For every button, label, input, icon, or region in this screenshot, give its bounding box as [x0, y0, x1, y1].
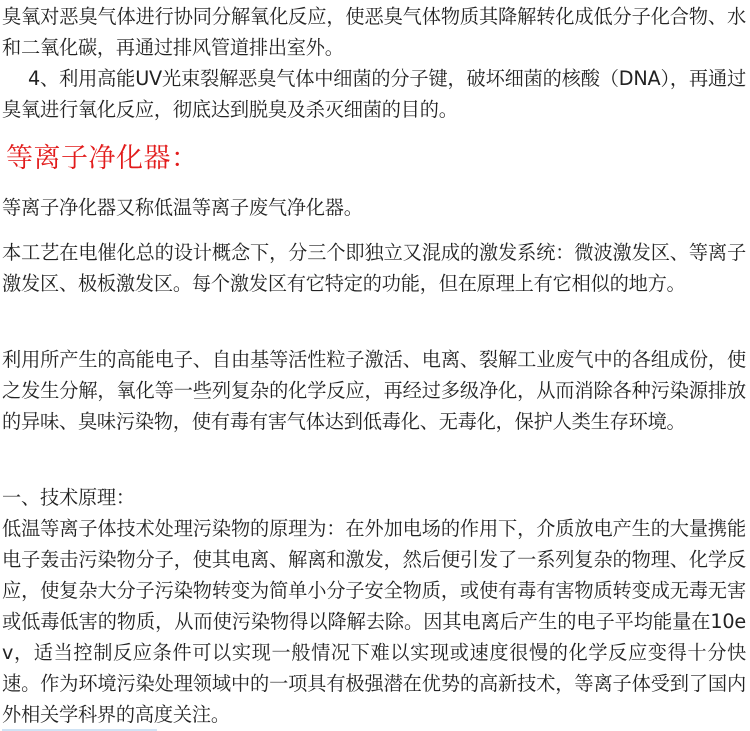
paragraph-principle: 低温等离子体技术处理污染物的原理为：在外加电场的作用下，介质放电产生的大量携能电子轰击污染物分子，使其电离、解离和激发，然后便引发了一系列复杂的物理、化学反应，使复杂大分子污染物转变为简单小分子安全物质，或使有毒有害物质转变成无毒无害或低毒低害的物质，从而使污染物得以降解去除。因其电离后产生的电子平均能量在10ev，适当控制反应条件可以实现一般情况下难以实现或速度很慢的化学反应变得十分快速。作为环境污染处理领域中的一项具有极强潜在优势的高新技术，等离子体受到了国内外相关学科界的高度关注。: [2, 517, 746, 726]
paragraph-ozone-decomposition: 臭氧对恶臭气体进行协同分解氧化反应，使恶臭气体物质其降解转化成低分子化合物、水和二氧化碳，再通过排风管道排出室外。: [2, 5, 746, 59]
paragraph-uv-cracking: 4、利用高能UV光束裂解恶臭气体中细菌的分子键，破坏细菌的核酸（DNA），再通过臭氧进行氧化反应，彻底达到脱臭及杀灭细菌的目的。: [2, 67, 746, 121]
paragraph-design-concept: 本工艺在电催化总的设计概念下，分三个即独立又混成的激发系统：微波激发区、等离子激发区、极板激发区。每个激发区有它特定的功能，但在原理上有它相似的地方。: [2, 241, 746, 295]
subsection-title-principle: 一、技术原理：: [2, 486, 135, 509]
paragraph-alias: 等离子净化器又称低温等离子废气净化器。: [2, 196, 363, 219]
paragraph-usage: 利用所产生的高能电子、自由基等活性粒子激活、电离、裂解工业废气中的各组成份，使之发生分解，氧化等一些列复杂的化学反应，再经过多级净化，从而消除各种污染源排放的异味、臭味污染物，使有毒有害气体达到低毒化、无毒化，保护人类生存环境。: [2, 348, 746, 433]
section-heading-plasma-purifier: 等离子净化器：: [6, 143, 199, 174]
